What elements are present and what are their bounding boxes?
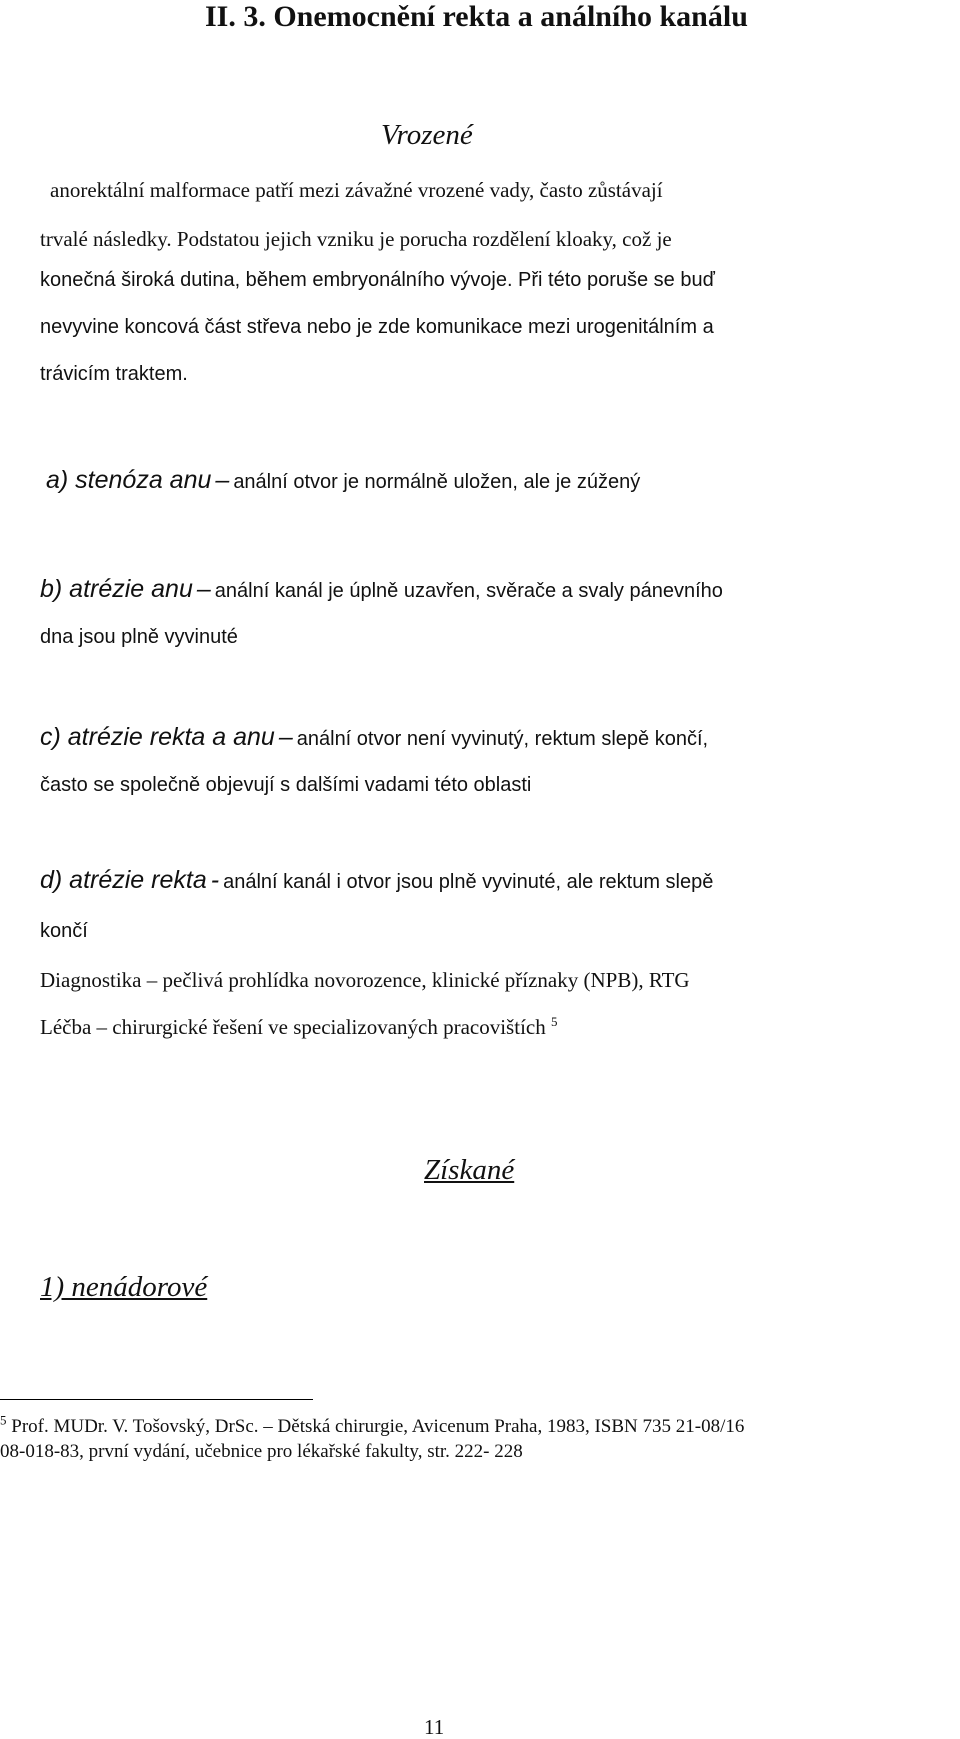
term: b) atrézie anu — [40, 575, 193, 603]
dash: – — [215, 466, 230, 494]
dash: – — [278, 723, 293, 751]
list-item-b — [40, 575, 723, 604]
footnote-number: 5 — [0, 1412, 7, 1428]
page-number: 11 — [424, 1715, 445, 1739]
intro-line: trávicím traktem. — [40, 363, 188, 385]
definition-line: často se společně objevují s dalšími vadami této oblasti — [40, 774, 532, 796]
term: d) atrézie rekta — [40, 866, 207, 894]
list-item-c — [40, 723, 708, 752]
page-title: II. 3. Onemocnění rekta a análního kanálu — [205, 0, 748, 33]
dash: - — [210, 866, 220, 894]
footnote-line-2: 08-018-83, první vydání, učebnice pro lékařské fakulty, str. 222- 228 — [0, 1441, 523, 1462]
footnote — [0, 1412, 745, 1438]
footnote-separator — [0, 1399, 313, 1400]
intro-line: anorektální malformace patří mezi závažné vrozené vady, často zůstávají — [50, 178, 663, 202]
intro-line: trvalé následky. Podstatou jejich vzniku je porucha rozdělení kloaky, což je — [40, 227, 672, 251]
diagnostics-line: Diagnostika – pečlivá prohlídka novorozence, klinické příznaky (NPB), RTG — [40, 968, 690, 992]
definition-line: anální otvor není vyvinutý, rektum slepě končí, — [296, 728, 709, 750]
intro-line: nevyvine koncová část střeva nebo je zde komunikace mezi urogenitálním a — [40, 316, 714, 338]
term: c) atrézie rekta a anu — [40, 723, 275, 751]
treatment-text: Léčba – chirurgické řešení ve specializovaných pracovištích — [40, 1015, 546, 1039]
term: a) stenóza anu — [46, 466, 212, 494]
definition-line: anální otvor je normálně uložen, ale je zúžený — [233, 471, 641, 493]
dash: – — [196, 575, 211, 603]
footnote-reference: 5 — [550, 1014, 558, 1029]
definition-line: anální kanál i otvor jsou plně vyvinuté, ale rektum slepě — [223, 871, 714, 893]
list-item-a — [46, 466, 640, 495]
footnote-line-1: Prof. MUDr. V. Tošovský, DrSc. – Dětská chirurgie, Avicenum Praha, 1983, ISBN 735 21-08/16 — [11, 1416, 745, 1437]
section-heading-congenital: Vrozené — [381, 119, 473, 151]
list-item-d — [40, 866, 713, 895]
definition-line: dna jsou plně vyvinuté — [40, 626, 238, 648]
intro-line: konečná široká dutina, během embryonálního vývoje. Při této poruše se buď — [40, 269, 715, 291]
treatment-line — [40, 1015, 557, 1039]
definition-line: končí — [40, 920, 88, 942]
definition-line: anální kanál je úplně uzavřen, svěrače a svaly pánevního — [214, 580, 723, 602]
section-heading-acquired: Získané — [424, 1154, 515, 1186]
subsection-heading: 1) nenádorové — [40, 1271, 208, 1303]
